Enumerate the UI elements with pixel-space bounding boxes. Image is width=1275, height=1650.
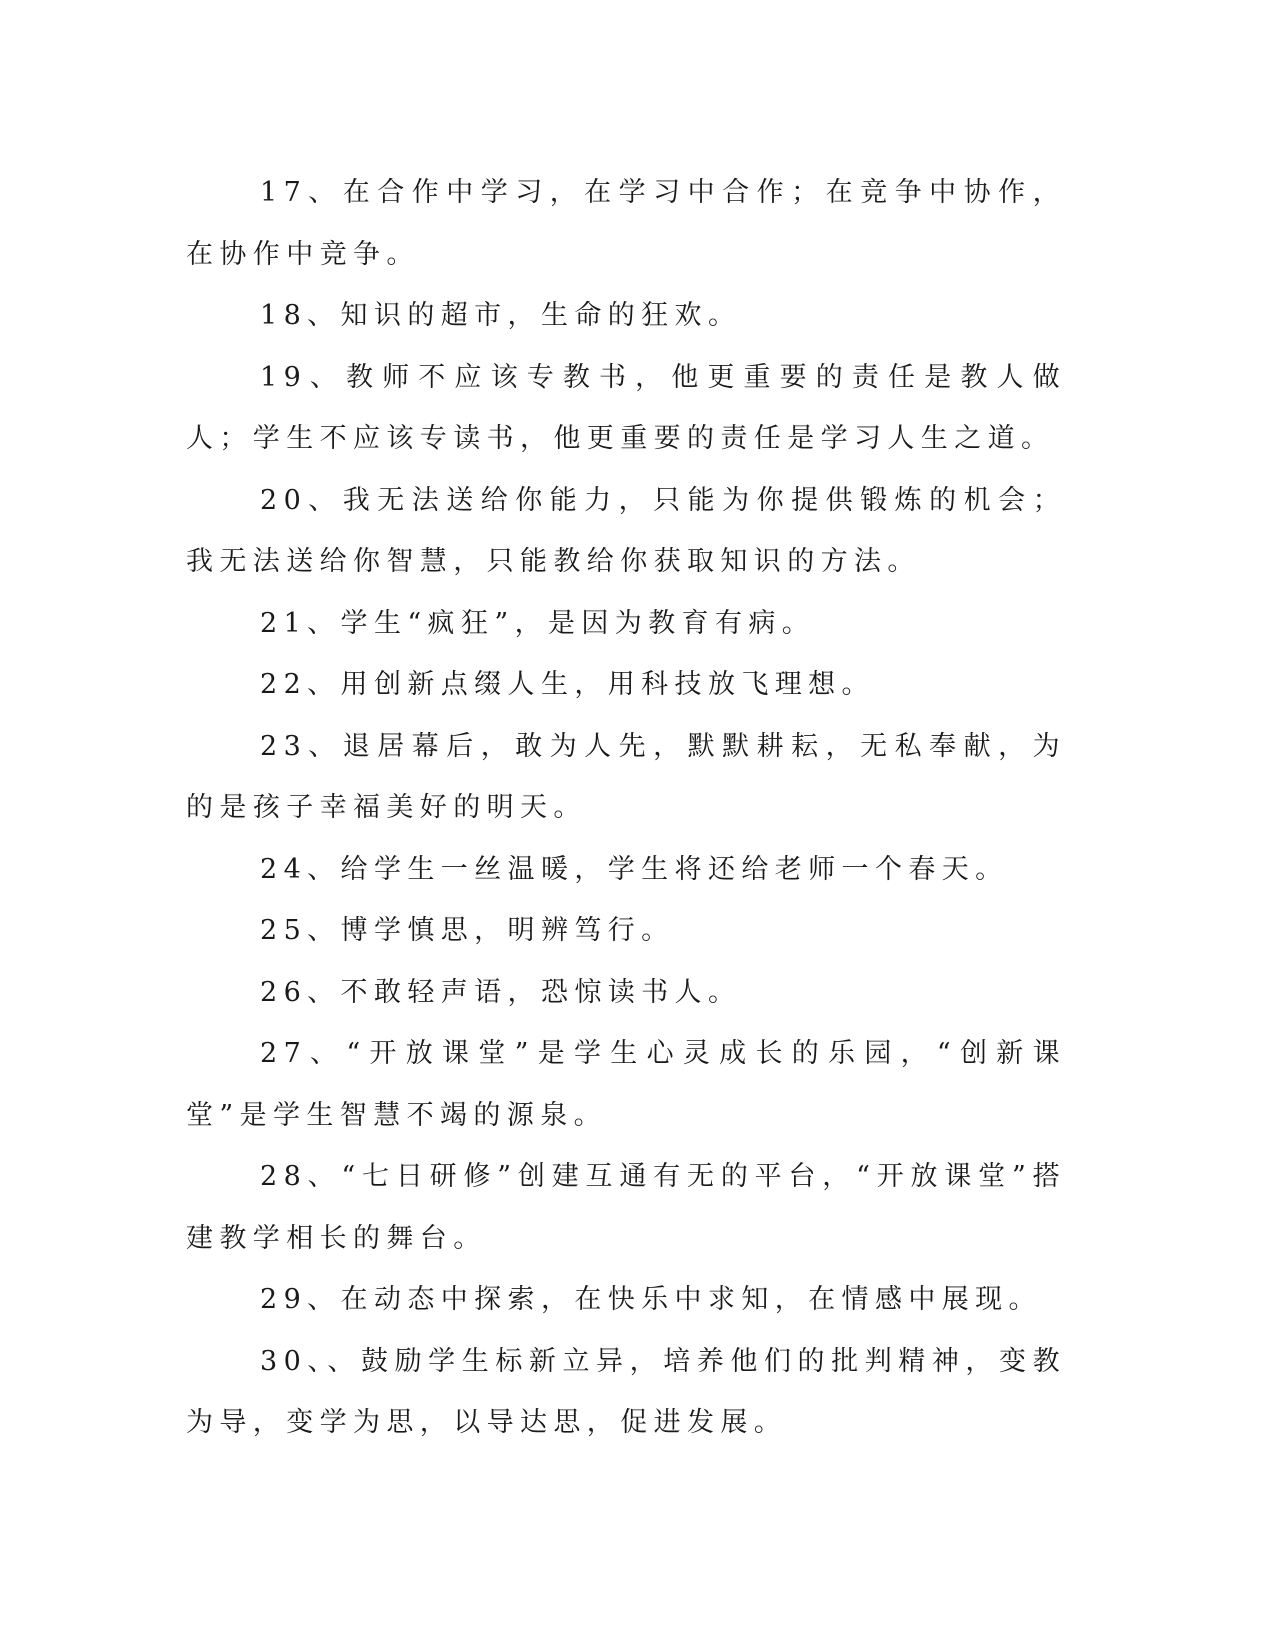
list-item: 23、退居幕后，敢为人先，默默耕耘，无私奉献，为的是孩子幸福美好的明天。 — [186, 730, 1066, 823]
list-item: 22、用创新点缀人生，用科技放飞理想。 — [260, 669, 875, 700]
list-item: 27、“开放课堂”是学生心灵成长的乐园，“创新课堂”是学生智慧不竭的源泉。 — [186, 1038, 1066, 1131]
document-body — [186, 162, 1066, 1454]
list-item: 24、给学生一丝温暖，学生将还给老师一个春天。 — [260, 853, 1009, 885]
list-item: 25、博学慎思，明辨笃行。 — [260, 915, 675, 946]
list-item: 26、不敢轻声语，恐惊读书人。 — [260, 976, 742, 1008]
list-item: 21、学生“疯狂”，是因为教育有病。 — [260, 607, 816, 639]
list-item: 19、教师不应该专教书，他更重要的责任是教人做人；学生不应该专读书，他更重要的责任是学习人生之道。 — [186, 361, 1066, 454]
list-item: 30、、鼓励学生标新立异，培养他们的批判精神，变教为导，变学为思，以导达思，促进发展。 — [186, 1345, 1066, 1438]
list-item: 17、在合作中学习，在学习中合作；在竞争中协作，在协作中竞争。 — [186, 177, 1066, 270]
list-item: 28、“七日研修”创建互通有无的平台，“开放课堂”搭建教学相长的舞台。 — [186, 1161, 1066, 1254]
list-item: 29、在动态中探索，在快乐中求知，在情感中展现。 — [260, 1284, 1042, 1315]
list-item: 18、知识的超市，生命的狂欢。 — [260, 300, 742, 331]
list-item: 20、我无法送给你能力，只能为你提供锻炼的机会；我无法送给你智慧，只能教给你获取知识的方法。 — [186, 484, 1066, 577]
